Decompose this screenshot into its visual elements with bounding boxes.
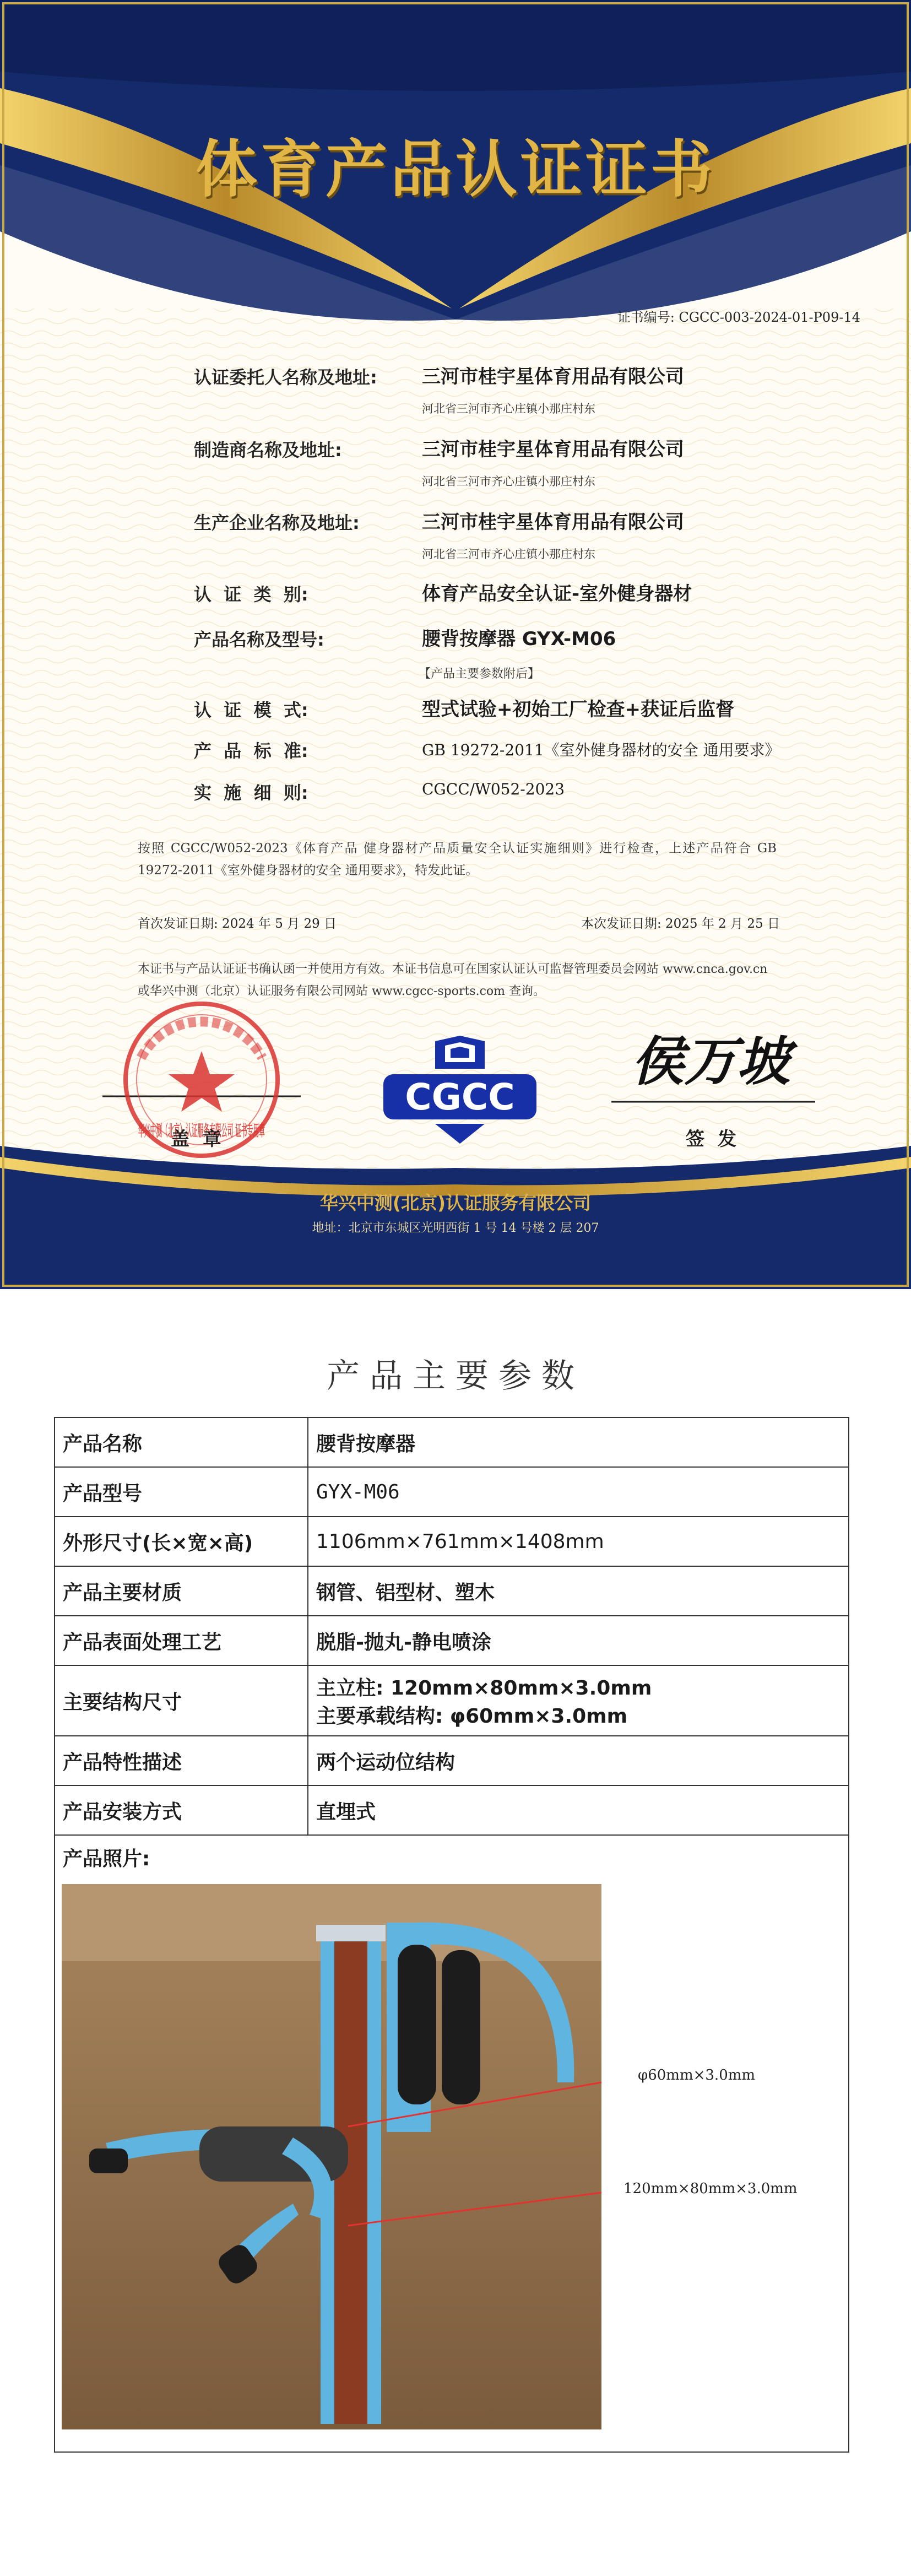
row-sub-producer: 河北省三河市齐心庄镇小那庄村东 bbox=[422, 548, 595, 561]
param-value: 钢管、铝型材、塑木 bbox=[308, 1566, 849, 1616]
param-value: 直埋式 bbox=[308, 1785, 849, 1835]
table-row bbox=[55, 1736, 849, 1785]
table-row bbox=[55, 1835, 849, 2452]
params-attached-note: 【产品主要参数附后】 bbox=[419, 667, 540, 681]
certificate-statement: 按照 CGCC/W052-2023《体育产品 健身器材产品质量安全认证实施细则》进行检查，上述产品符合 GB 19272-2011《室外健身器材的安全 通用要求》，特发此证。 bbox=[138, 841, 777, 878]
parameters-title: 产品主要参数 bbox=[327, 1357, 584, 1395]
row-label-rules: 实 施 细 则: bbox=[194, 782, 308, 803]
organization-address: 地址：北京市东城区光明西街 1 号 14 号楼 2 层 207 bbox=[312, 1221, 599, 1235]
table-row bbox=[55, 1417, 849, 1467]
table-row bbox=[55, 1616, 849, 1665]
signature-icon bbox=[600, 1025, 821, 1113]
param-value: GYX-M06 bbox=[308, 1467, 849, 1517]
param-label: 主要结构尺寸 bbox=[55, 1665, 308, 1736]
row-sub-manufacturer: 河北省三河市齐心庄镇小那庄村东 bbox=[422, 475, 595, 488]
param-value: 腰背按摩器 bbox=[308, 1417, 849, 1467]
row-value-product: 腰背按摩器 GYX-M06 bbox=[422, 628, 616, 650]
row-value-rules: CGCC/W052-2023 bbox=[422, 780, 565, 798]
row-value-manufacturer: 三河市桂宇星体育用品有限公司 bbox=[422, 439, 684, 461]
row-value-category: 体育产品安全认证-室外健身器材 bbox=[422, 583, 692, 605]
row-value-standard: GB 19272-2011《室外健身器材的安全 通用要求》 bbox=[422, 741, 780, 759]
param-label: 产品表面处理工艺 bbox=[55, 1616, 308, 1665]
this-issue-date: 本次发证日期: 2025 年 2 月 25 日 bbox=[581, 917, 780, 931]
table-row bbox=[55, 1665, 849, 1736]
photo-label: 产品照片: bbox=[63, 1848, 150, 1870]
param-label: 产品名称 bbox=[55, 1417, 308, 1467]
cgcc-logo-icon bbox=[380, 1036, 540, 1146]
cgcc-logo bbox=[380, 1036, 540, 1146]
param-label: 外形尺寸(长×宽×高) bbox=[55, 1517, 308, 1566]
row-value-mode: 型式试验+初始工厂检查+获证后监督 bbox=[422, 699, 734, 721]
parameters-page bbox=[0, 1311, 911, 2576]
param-label: 产品主要材质 bbox=[55, 1566, 308, 1616]
annotation-diameter: φ60mm×3.0mm bbox=[638, 2067, 756, 2083]
row-label-standard: 产 品 标 准: bbox=[194, 740, 308, 761]
table-row bbox=[55, 1566, 849, 1616]
param-value: 1106mm×761mm×1408mm bbox=[308, 1517, 849, 1566]
signature bbox=[600, 1025, 821, 1113]
table-row bbox=[55, 1517, 849, 1566]
signature-text: 侯万坡 bbox=[631, 1030, 790, 1092]
row-value-entrust: 三河市桂宇星体育用品有限公司 bbox=[422, 366, 684, 388]
row-value-producer: 三河市桂宇星体育用品有限公司 bbox=[422, 511, 684, 533]
row-sub-entrust: 河北省三河市齐心庄镇小那庄村东 bbox=[422, 402, 595, 415]
param-value: 脱脂-抛丸-静电喷涂 bbox=[308, 1616, 849, 1665]
param-label: 产品安装方式 bbox=[55, 1785, 308, 1835]
seal-label: 盖章 bbox=[171, 1128, 235, 1150]
row-label-mode: 认 证 模 式: bbox=[194, 700, 308, 721]
certificate-notice: 本证书与产品认证证书确认函一并使用方有效。本证书信息可在国家认证认可监督管理委员会网站 www.cnca.gov.cn 或华兴中测（北京）认证服务有限公司网站 www.cgcc-sports.com 查询。 bbox=[138, 962, 768, 998]
row-label-entrust: 认证委托人名称及地址: bbox=[194, 367, 377, 388]
param-value: 两个运动位结构 bbox=[308, 1736, 849, 1785]
table-row bbox=[55, 1785, 849, 1835]
structure-main-column: 主立柱: 120mm×80mm×3.0mm bbox=[316, 1677, 652, 1700]
param-label: 产品型号 bbox=[55, 1467, 308, 1517]
structure-load-bearing: 主要承载结构: φ60mm×3.0mm bbox=[316, 1705, 628, 1728]
row-label-category: 认 证 类 别: bbox=[194, 584, 308, 605]
table-row bbox=[55, 1467, 849, 1517]
issuing-organization: 华兴中测(北京)认证服务有限公司 bbox=[319, 1192, 592, 1214]
param-value-multiline bbox=[308, 1665, 849, 1736]
param-label: 产品特性描述 bbox=[55, 1736, 308, 1785]
product-photo bbox=[62, 1884, 612, 2429]
row-label-producer: 生产企业名称及地址: bbox=[194, 512, 360, 533]
sign-label: 签发 bbox=[686, 1128, 750, 1150]
certificate-title: 体育产品认证证书 bbox=[196, 134, 715, 205]
photo-cell bbox=[55, 1835, 849, 2452]
seal-caption-text: 华兴中测（北京）认证服务有限公司 证书专用章 bbox=[138, 1122, 265, 1140]
certificate-number: 证书编号: CGCC-003-2024-01-P09-14 bbox=[617, 310, 860, 325]
first-issue-date: 首次发证日期: 2024 年 5 月 29 日 bbox=[138, 917, 337, 931]
row-label-product: 产品名称及型号: bbox=[194, 629, 324, 650]
annotation-column: 120mm×80mm×3.0mm bbox=[623, 2180, 798, 2197]
logo-text: CGCC bbox=[405, 1076, 515, 1118]
parameters-table bbox=[54, 1417, 849, 2453]
row-label-manufacturer: 制造商名称及地址: bbox=[194, 440, 342, 461]
